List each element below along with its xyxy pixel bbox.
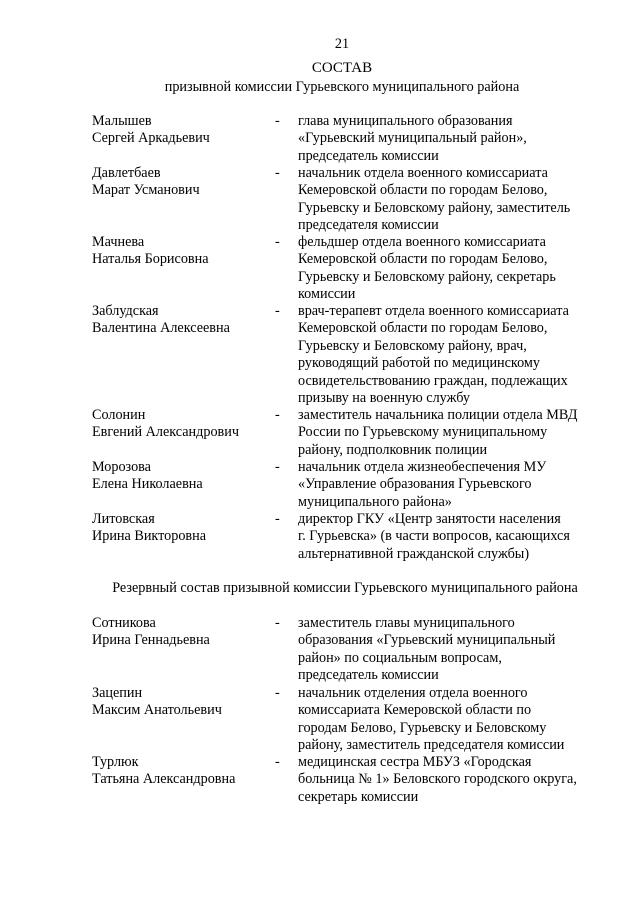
member-role <box>298 685 608 755</box>
member-surname: Малышев <box>92 113 152 129</box>
member-role-line: образования «Гурьевский муниципальный <box>298 632 556 649</box>
member-given-names: Евгений Александрович <box>92 424 239 441</box>
member-role-line: район» по социальным вопросам, <box>298 649 502 666</box>
member-role <box>298 234 608 304</box>
member-given-names: Ирина Викторовна <box>92 528 207 545</box>
member-name <box>92 303 272 338</box>
member-role-line: Кемеровской области по городам Белово, <box>298 251 548 268</box>
document-title: СОСТАВ <box>311 60 373 76</box>
member-surname: Литовская <box>92 511 155 527</box>
member-name <box>92 685 272 720</box>
member-role-line: начальник отдела жизнеобеспечения МУ <box>298 459 547 475</box>
member-role-line: призыву на военную службу <box>298 390 470 407</box>
member-name <box>92 165 272 200</box>
member-role <box>298 754 608 806</box>
member-role-line: председателя комиссии <box>298 217 439 234</box>
member-given-names: Максим Анатольевич <box>92 702 222 719</box>
member-role-line: больница № 1» Беловского городского округа, <box>298 771 577 788</box>
member-role-line: «Управление образования Гурьевского <box>298 476 532 493</box>
member-role-line: освидетельствованию граждан, подлежащих <box>298 372 568 389</box>
member-dash: - <box>275 234 280 250</box>
member-role <box>298 113 608 165</box>
member-dash: - <box>275 113 280 129</box>
member-role-line: Кемеровской области по городам Белово, <box>298 182 548 199</box>
member-role-line: России по Гурьевскому муниципальному <box>298 424 548 441</box>
member-role-line: медицинская сестра МБУЗ «Городская <box>298 754 532 770</box>
member-role-line: фельдшер отдела военного комиссариата <box>298 234 546 250</box>
member-role-line: председатель комиссии <box>298 147 439 164</box>
member-role-line: глава муниципального образования <box>298 113 513 129</box>
member-name <box>92 113 272 148</box>
member-name <box>92 459 272 494</box>
member-role-line: заместитель главы муниципального <box>298 615 515 631</box>
member-role-line: району, заместитель председателя комиссии <box>298 737 565 754</box>
member-role-line: альтернативной гражданской службы) <box>298 545 530 562</box>
member-given-names: Ирина Геннадьевна <box>92 632 210 649</box>
member-role-line: директор ГКУ «Центр занятости населения <box>298 511 561 527</box>
member-dash: - <box>275 754 280 770</box>
member-given-names: Наталья Борисовна <box>92 251 209 268</box>
member-role-line: комиссии <box>298 286 356 303</box>
member-surname: Сотникова <box>92 615 156 631</box>
member-role-line: заместитель начальника полиции отдела МВД <box>298 407 578 423</box>
member-role-line: руководящий работой по медицинскому <box>298 355 540 372</box>
member-role-line: городам Белово, Гурьевску и Беловскому <box>298 719 547 736</box>
member-name <box>92 754 272 789</box>
member-surname: Солонин <box>92 407 146 423</box>
member-role-line: комиссариата Кемеровской области по <box>298 702 532 719</box>
member-role-line: Кемеровской области по городам Белово, <box>298 320 548 337</box>
member-given-names: Марат Усманович <box>92 182 200 199</box>
member-role <box>298 303 608 407</box>
member-surname: Турлюк <box>92 754 139 770</box>
member-role-line: начальник отдела военного комиссариата <box>298 165 548 181</box>
member-dash: - <box>275 615 280 631</box>
member-dash: - <box>275 511 280 527</box>
member-role <box>298 459 608 511</box>
member-role <box>298 511 608 563</box>
reserve-heading: Резервный состав призывной комиссии Гурьевского муниципального района <box>112 580 578 596</box>
member-dash: - <box>275 303 280 319</box>
member-name <box>92 234 272 269</box>
document-subtitle: призывной комиссии Гурьевского муниципального района <box>164 79 520 95</box>
member-given-names: Елена Николаевна <box>92 476 203 493</box>
member-role-line: муниципального района» <box>298 493 452 510</box>
member-role-line: Гурьевску и Беловскому району, врач, <box>298 337 527 354</box>
member-role-line: Гурьевску и Беловскому району, секретарь <box>298 268 556 285</box>
member-role-line: Гурьевску и Беловскому району, заместитель <box>298 199 571 216</box>
member-role <box>298 165 608 235</box>
member-given-names: Валентина Алексеевна <box>92 320 230 337</box>
member-role-line: начальник отделения отдела военного <box>298 685 528 701</box>
member-surname: Давлетбаев <box>92 165 161 181</box>
member-role-line: району, подполковник полиции <box>298 441 488 458</box>
member-surname: Заблудская <box>92 303 159 319</box>
member-surname: Зацепин <box>92 685 143 701</box>
member-role <box>298 615 608 685</box>
member-name <box>92 407 272 442</box>
member-name <box>92 511 272 546</box>
member-dash: - <box>275 407 280 423</box>
member-dash: - <box>275 459 280 475</box>
member-surname: Морозова <box>92 459 151 475</box>
member-role-line: председатель комиссии <box>298 667 439 684</box>
member-role-line: «Гурьевский муниципальный район», <box>298 130 527 147</box>
member-name <box>92 615 272 650</box>
member-dash: - <box>275 685 280 701</box>
member-surname: Мачнева <box>92 234 145 250</box>
member-given-names: Татьяна Александровна <box>92 771 236 788</box>
page-number: 21 <box>334 36 350 52</box>
member-role-line: секретарь комиссии <box>298 788 419 805</box>
member-role <box>298 407 608 459</box>
member-given-names: Сергей Аркадьевич <box>92 130 210 147</box>
member-role-line: г. Гурьевска» (в части вопросов, касающихся <box>298 528 570 545</box>
member-role-line: врач-терапевт отдела военного комиссариата <box>298 303 569 319</box>
member-dash: - <box>275 165 280 181</box>
